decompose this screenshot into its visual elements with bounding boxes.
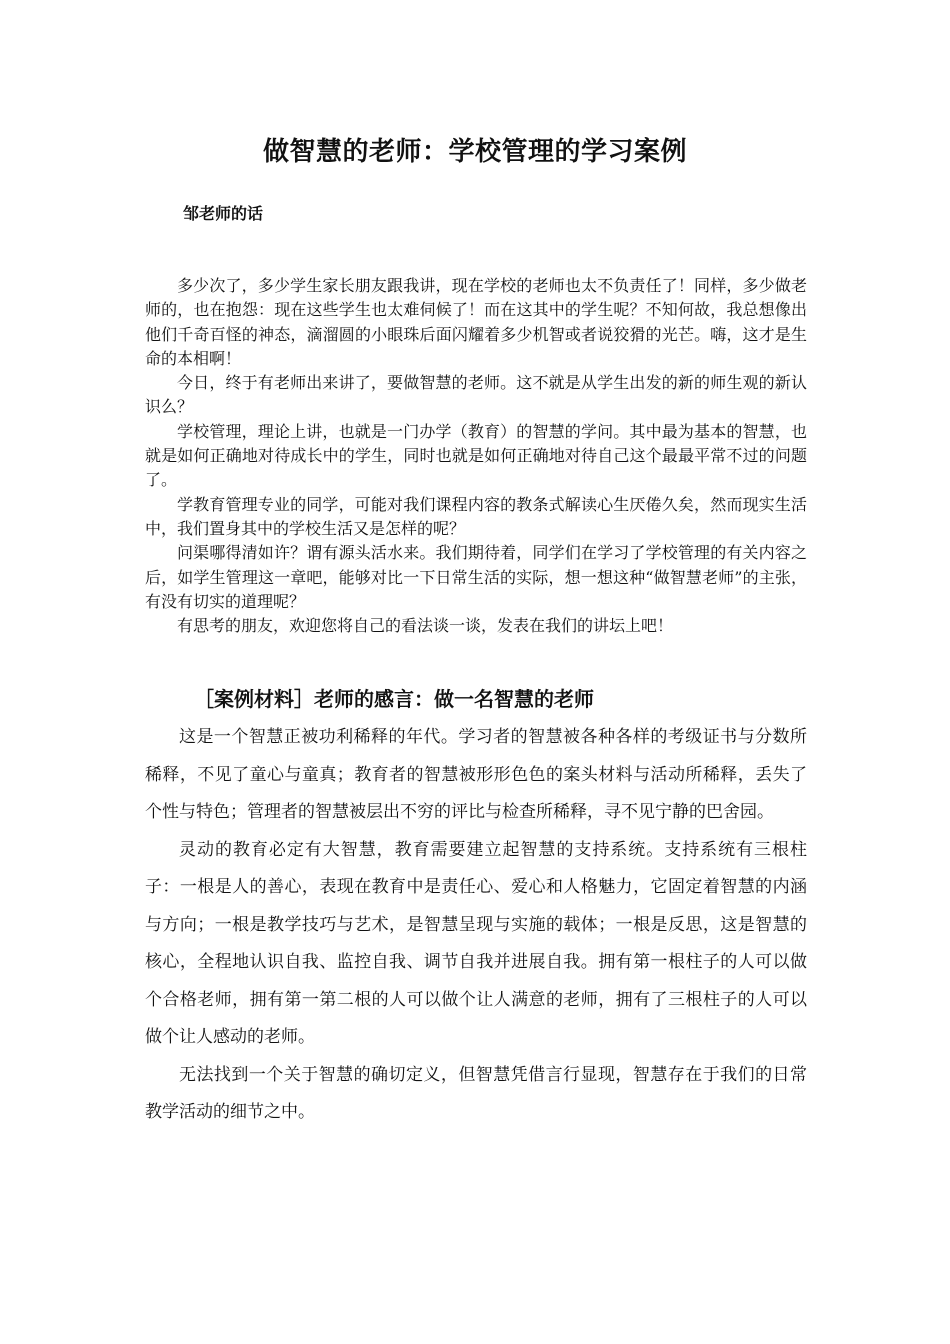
intro-paragraph: 学校管理，理论上讲，也就是一门办学（教育）的智慧的学问。其中最为基本的智慧，也就是如何正确地对待成长中的学生，同时也就是如何正确地对待自己这个最最平常不过的问题了。 xyxy=(145,421,807,490)
intro-paragraph: 多少次了，多少学生家长朋友跟我讲，现在学校的老师也太不负责任了！同样，多少做老师的，也在抱怨：现在这些学生也太难伺候了！而在这其中的学生呢？不知何故，我总想像出他们千奇百怪的神态，滴溜圆的小眼珠后面闪耀着多少机智或者说狡猾的光芒。嗨，这才是生命的本相啊！ xyxy=(145,276,807,368)
intro-paragraph: 学教育管理专业的同学，可能对我们课程内容的教条式解读心生厌倦久矣，然而现实生活中，我们置身其中的学校生活又是怎样的呢？ xyxy=(145,494,807,538)
intro-section xyxy=(145,274,807,638)
intro-paragraph: 有思考的朋友，欢迎您将自己的看法谈一谈，发表在我们的讲坛上吧！ xyxy=(177,616,674,636)
body-paragraph: 这是一个智慧正被功利稀释的年代。学习者的智慧被各种各样的考级证书与分数所稀释，不见了童心与童真；教育者的智慧被形形色色的案头材料与活动所稀释，丢失了个性与特色；管理者的智慧被层出不穷的评比与检查所稀释，寻不见宁静的巴舍园。 xyxy=(145,727,807,822)
intro-paragraph: 问渠哪得清如许？谓有源头活水来。我们期待着，同学们在学习了学校管理的有关内容之后，如学生管理这一章吧，能够对比一下日常生活的实际，想一想这种“做智慧老师”的主张，有没有切实的道理呢？ xyxy=(145,543,807,611)
document-title: 做智慧的老师：学校管理的学习案例 xyxy=(262,137,687,167)
body-paragraph: 无法找到一个关于智慧的确切定义，但智慧凭借言行显现，智慧存在于我们的日常教学活动的细节之中。 xyxy=(145,1064,807,1122)
case-body xyxy=(145,719,807,1132)
case-section-heading: ［案例材料］老师的感言：做一名智慧的老师 xyxy=(194,687,594,711)
author-subheading: 邹老师的话 xyxy=(183,204,264,223)
body-paragraph: 灵动的教育必定有大智慧，教育需要建立起智慧的支持系统。支持系统有三根柱子：一根是人的善心，表现在教育中是责任心、爱心和人格魅力，它固定着智慧的内涵与方向；一根是教学技巧与艺术，是智慧呈现与实施的载体；一根是反思，这是智慧的核心，全程地认识自我、监控自我、调节自我并进展自我。拥有第一根柱子的人可以做个合格老师，拥有第一第二根的人可以做个让人满意的老师，拥有了三根柱子的人可以做个让人感动的老师。 xyxy=(145,839,807,1047)
intro-paragraph: 今日，终于有老师出来讲了，要做智慧的老师。这不就是从学生出发的新的师生观的新认识么？ xyxy=(145,373,807,417)
